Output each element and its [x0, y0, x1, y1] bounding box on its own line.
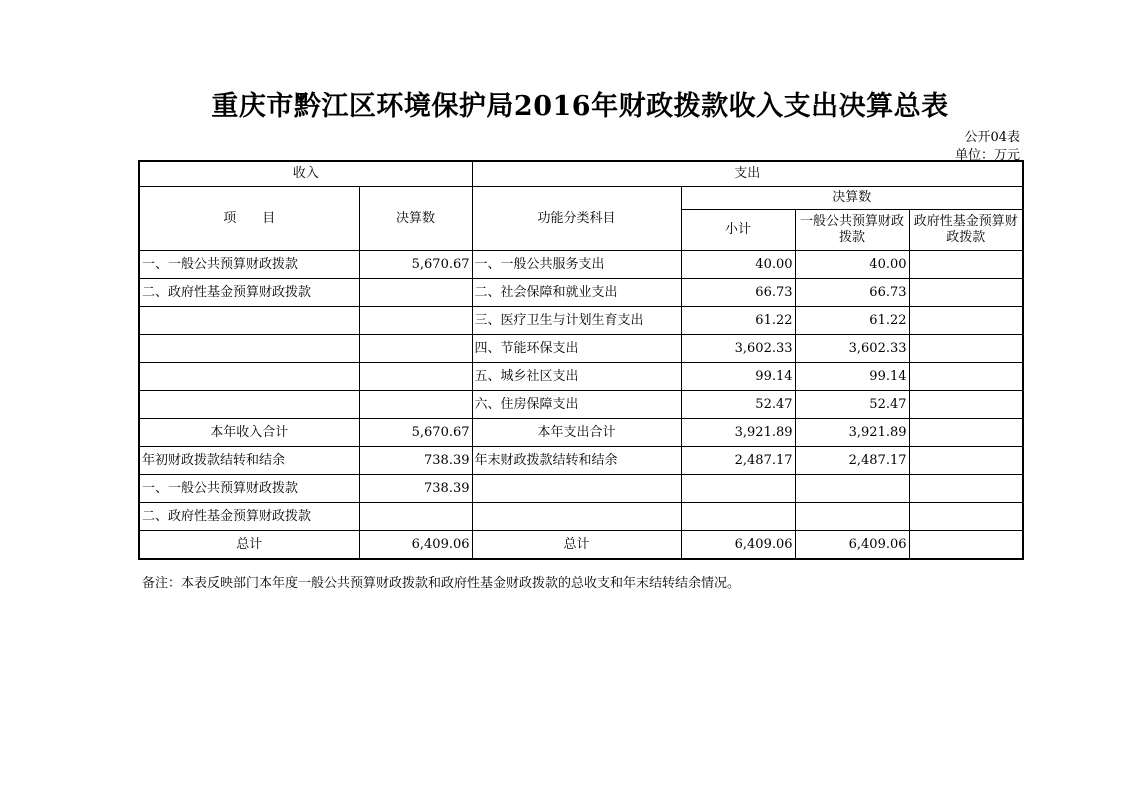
general-budget-cell	[795, 503, 909, 531]
gov-fund-cell	[909, 335, 1023, 363]
table-row	[139, 307, 1023, 335]
item-header: 项 目	[139, 187, 359, 251]
unit-label: 单位：万元	[954, 148, 1020, 163]
table-row	[139, 447, 1023, 475]
subtotal-cell: 3,602.33	[681, 335, 795, 363]
table-row	[139, 251, 1023, 279]
fiscal-summary-table	[138, 160, 1024, 560]
general-budget-cell: 3,921.89	[795, 419, 909, 447]
expenditure-item-cell: 二、社会保障和就业支出	[472, 279, 681, 307]
income-amount-cell	[359, 363, 472, 391]
expenditure-item-cell: 四、节能环保支出	[472, 335, 681, 363]
expenditure-item-cell: 六、住房保障支出	[472, 391, 681, 419]
income-amount-cell	[359, 279, 472, 307]
expenditure-item-cell: 三、医疗卫生与计划生育支出	[472, 307, 681, 335]
general-budget-cell: 3,602.33	[795, 335, 909, 363]
income-item-cell: 本年收入合计	[139, 419, 359, 447]
amount-header: 决算数	[359, 187, 472, 251]
gov-fund-cell	[909, 419, 1023, 447]
expenditure-item-cell: 五、城乡社区支出	[472, 363, 681, 391]
subtotal-cell: 99.14	[681, 363, 795, 391]
subtotal-cell	[681, 475, 795, 503]
income-item-cell: 总计	[139, 531, 359, 560]
income-amount-cell: 5,670.67	[359, 251, 472, 279]
footnote: 备注：本表反映部门本年度一般公共预算财政拨款和政府性基金财政拨款的总收支和年末结转结余情况。	[142, 576, 741, 591]
general-budget-cell: 6,409.06	[795, 531, 909, 560]
subtotal-header: 小计	[681, 210, 795, 251]
general-budget-cell: 2,487.17	[795, 447, 909, 475]
gov-fund-cell	[909, 503, 1023, 531]
function-category-header: 功能分类科目	[472, 187, 681, 251]
gov-fund-cell	[909, 475, 1023, 503]
table-row	[139, 419, 1023, 447]
income-amount-cell: 738.39	[359, 447, 472, 475]
subtotal-cell: 66.73	[681, 279, 795, 307]
income-item-cell: 二、政府性基金预算财政拨款	[139, 279, 359, 307]
subtotal-cell: 40.00	[681, 251, 795, 279]
header-row-1	[139, 161, 1023, 187]
gov-fund-cell	[909, 363, 1023, 391]
income-item-cell	[139, 307, 359, 335]
general-budget-cell: 99.14	[795, 363, 909, 391]
income-amount-cell: 5,670.67	[359, 419, 472, 447]
table-row	[139, 363, 1023, 391]
income-item-cell: 一、一般公共预算财政拨款	[139, 475, 359, 503]
income-amount-cell: 6,409.06	[359, 531, 472, 560]
general-budget-cell	[795, 475, 909, 503]
gov-fund-cell	[909, 307, 1023, 335]
subtotal-cell: 2,487.17	[681, 447, 795, 475]
gov-fund-cell	[909, 251, 1023, 279]
final-amount-header: 决算数	[681, 187, 1023, 210]
expenditure-item-cell	[472, 503, 681, 531]
income-item-cell: 年初财政拨款结转和结余	[139, 447, 359, 475]
gov-fund-cell	[909, 279, 1023, 307]
subtotal-cell: 6,409.06	[681, 531, 795, 560]
table-row	[139, 475, 1023, 503]
income-item-cell	[139, 335, 359, 363]
expenditure-item-cell: 年末财政拨款结转和结余	[472, 447, 681, 475]
general-budget-cell: 52.47	[795, 391, 909, 419]
income-amount-cell	[359, 307, 472, 335]
income-item-cell: 一、一般公共预算财政拨款	[139, 251, 359, 279]
general-budget-cell: 66.73	[795, 279, 909, 307]
income-amount-cell	[359, 391, 472, 419]
expenditure-item-cell: 本年支出合计	[472, 419, 681, 447]
gov-fund-cell	[909, 447, 1023, 475]
general-budget-cell: 40.00	[795, 251, 909, 279]
income-item-cell	[139, 391, 359, 419]
table-row	[139, 335, 1023, 363]
table-body	[139, 161, 1023, 559]
table-row	[139, 503, 1023, 531]
form-number: 公开04表	[964, 130, 1020, 145]
subtotal-cell: 3,921.89	[681, 419, 795, 447]
subtotal-cell: 52.47	[681, 391, 795, 419]
page-title: 重庆市黔江区环境保护局2016年财政拨款收入支出决算总表	[211, 91, 949, 122]
subtotal-cell: 61.22	[681, 307, 795, 335]
subtotal-cell	[681, 503, 795, 531]
income-item-cell: 二、政府性基金预算财政拨款	[139, 503, 359, 531]
income-amount-cell: 738.39	[359, 475, 472, 503]
general-budget-cell: 61.22	[795, 307, 909, 335]
gov-fund-budget-header: 政府性基金预算财政拨款	[909, 210, 1023, 251]
table-row	[139, 391, 1023, 419]
income-amount-cell	[359, 503, 472, 531]
expenditure-item-cell: 总计	[472, 531, 681, 560]
expenditure-item-cell: 一、一般公共服务支出	[472, 251, 681, 279]
header-row-2	[139, 187, 1023, 210]
table-row	[139, 531, 1023, 560]
table-row	[139, 279, 1023, 307]
gov-fund-cell	[909, 531, 1023, 560]
expenditure-item-cell	[472, 475, 681, 503]
income-item-cell	[139, 363, 359, 391]
income-amount-cell	[359, 335, 472, 363]
general-budget-header: 一般公共预算财政拨款	[795, 210, 909, 251]
expenditure-header: 支出	[472, 161, 1023, 187]
gov-fund-cell	[909, 391, 1023, 419]
income-header: 收入	[139, 161, 472, 187]
